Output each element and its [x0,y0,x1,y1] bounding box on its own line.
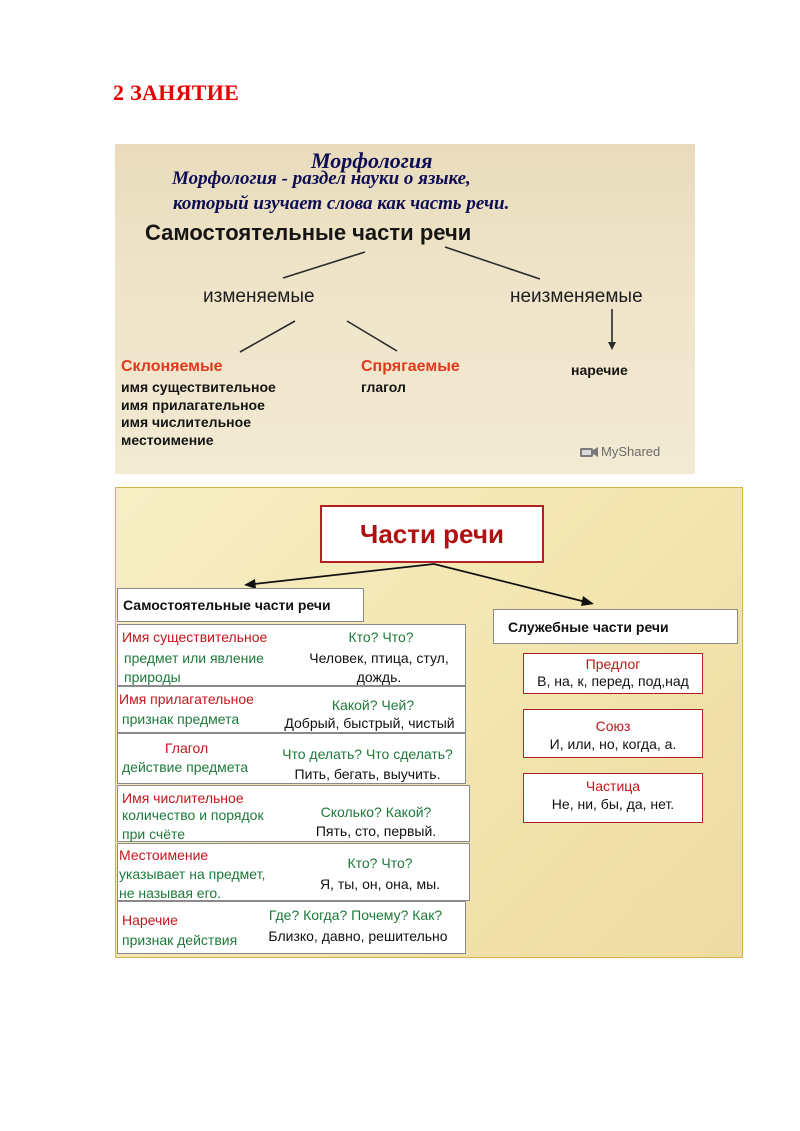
part-name: Имя прилагательное [119,691,254,707]
part-examples: Пять, сто, первый. [315,823,437,839]
service-part-name: Предлог [585,656,641,672]
part-description: признак предмета [122,711,240,727]
service-part-examples: Не, ни, бы, да, нет. [551,796,675,812]
adverb-label: наречие [571,362,628,378]
arrow-to-service [434,564,586,602]
morphology-slide [115,144,695,474]
service-part-examples: В, на, к, перед, под,над [537,673,689,689]
service-part-name: Частица [585,778,641,794]
page-heading: 2 ЗАНЯТИЕ [113,80,240,105]
parts-of-speech-slide [115,487,743,958]
conjugable-label: Спрягаемые [361,358,460,375]
declinable-list [121,379,276,449]
part-description: предмет или явление природы [124,650,264,685]
arrow-to-invariable [445,247,540,279]
part-examples: Человек, птица, стул, дождь. [309,650,449,685]
parts-of-speech-title-box [320,505,544,563]
part-description: действие предмета [122,759,249,775]
slide2-title: Части речи [360,518,504,549]
arrow-to-declinable [240,321,295,352]
adjective-row [117,686,466,733]
part-question: Кто? Что? [348,629,414,645]
part-description: признак действия [122,932,238,948]
part-description: количество и порядок при счёте [122,807,264,842]
service-part-name: Союз [595,718,631,734]
arrow-head-adverb [608,342,616,350]
arrow-to-independent [254,564,434,584]
invariable-label: неизменяемые [510,286,643,307]
definition-line-1: Морфология - раздел науки о языке, [172,168,471,189]
list-item: имя существительное [121,379,276,395]
independent-parts-heading: Самостоятельные части речи [145,220,472,245]
verb-row [117,733,466,784]
part-question: Какой? Чей? [331,697,415,713]
service-part-examples: И, или, но, когда, а. [549,736,677,752]
pronoun-row [117,843,470,901]
list-item: имя прилагательное [121,396,265,413]
variable-label: изменяемые [203,286,315,307]
part-examples: Близко, давно, решительно [268,928,448,944]
adverb-row [117,901,466,954]
service-parts-header: Служебные части речи [493,609,738,644]
arrow-head-service [581,596,594,606]
part-description: указывает на предмет, не называя его. [119,866,266,901]
declinable-label: Склоняемые [121,358,223,375]
arrow-to-variable [283,252,365,278]
part-name: Наречие [122,912,178,928]
part-name: Имя существительное [122,629,268,645]
arrow-to-conjugable [347,321,397,351]
independent-parts-header: Самостоятельные части речи [117,588,364,622]
list-item: местоимение [121,431,214,448]
watermark-text: MyShared [601,444,661,459]
definition-line-2: который изучает слова как часть речи. [173,193,510,214]
part-question: Что делать? Что сделать? [282,746,453,762]
part-question: Где? Когда? Почему? Как? [268,907,443,923]
slide1-title: Морфология [311,148,433,173]
part-question: Кто? Что? [347,855,413,871]
conjugable-item: глагол [361,379,406,395]
particle-box [523,773,703,823]
part-examples: Пить, бегать, выучить. [294,766,441,782]
conjunction-box [523,709,703,758]
numeral-row [117,785,470,842]
myshared-logo-icon [580,446,598,458]
part-name: Имя числительное [122,790,244,806]
preposition-box [523,653,703,694]
part-name: Местоимение [119,847,209,863]
list-item: имя числительное [121,414,251,430]
part-examples: Я, ты, он, она, мы. [319,876,441,892]
watermark [580,444,660,459]
part-question: Сколько? Какой? [320,804,432,820]
part-examples: Добрый, быстрый, чистый [284,715,455,731]
noun-row [117,624,466,686]
part-name: Глагол [165,740,209,756]
